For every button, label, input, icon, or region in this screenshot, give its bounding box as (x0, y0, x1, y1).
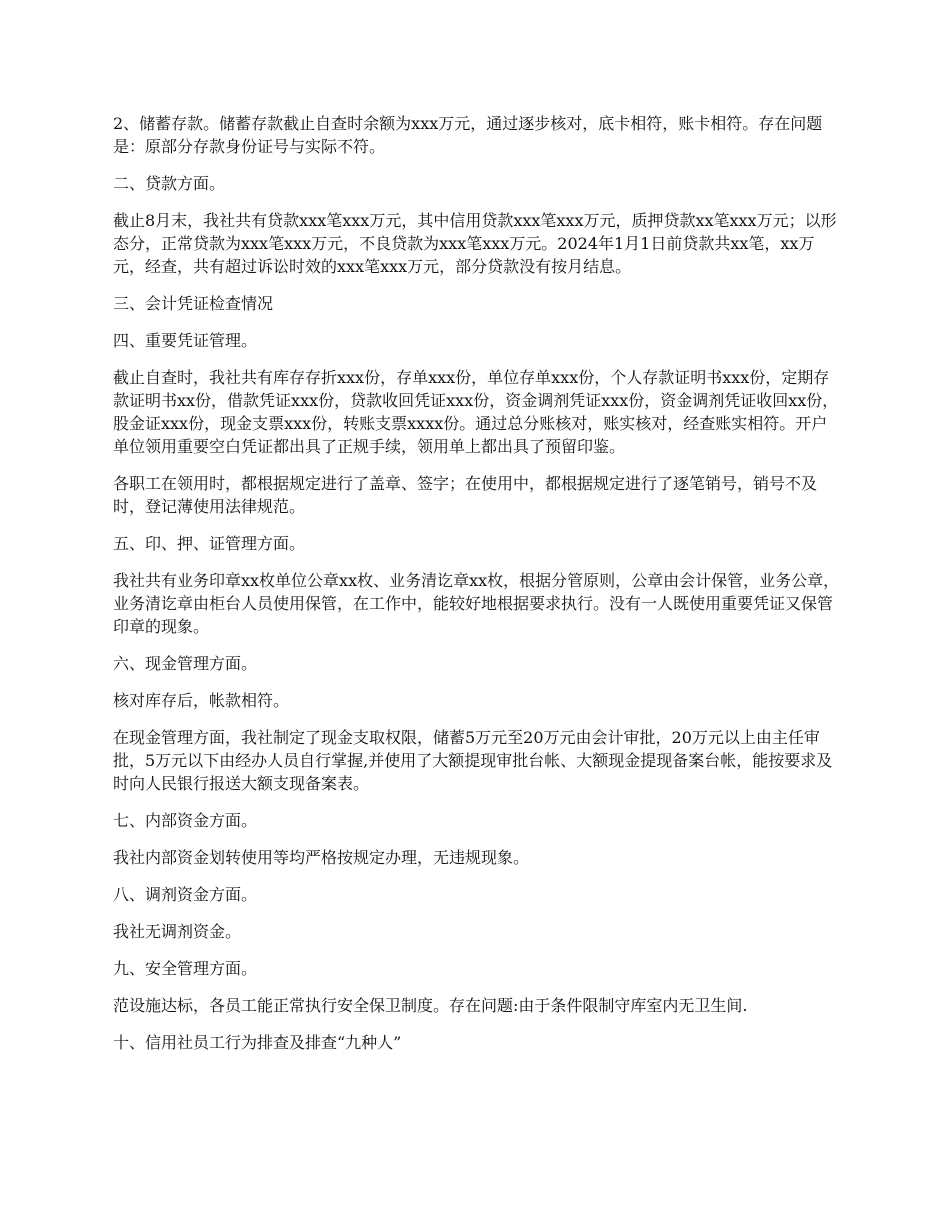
paragraph-cash-management: 在现金管理方面，我社制定了现金支取权限，储蓄5万元至20万元由会计审批，20万元以上由主任审批，5万元以下由经办人员自行掌握,并使用了大额提现审批台帐、大额现金提现备案台帐，能按要求及时向人民银行报送大额支现备案表。 (113, 728, 833, 793)
paragraph-important-vouchers: 截止自查时，我社共有库存存折xxx份，存单xxx份，单位存单xxx份，个人存款证明书xxx份，定期存款证明书xx份，借款凭证xxx份，贷款收回凭证xxx份，资金调剂凭证xxx份，资金调剂凭证收回xx份，股金证xxx份，现金支票xxx份，转账支票xxxx份。通过总分账核对，账实核对，经查账实相符。开户单位领用重要空白凭证都出具了正规手续，领用单上都出具了预留印鉴。 (113, 368, 839, 456)
paragraph-cash-check: 核对库存后，帐款相符。 (113, 691, 290, 710)
heading-accounting-vouchers: 三、会计凭证检查情况 (113, 294, 274, 313)
heading-internal-funds: 七、内部资金方面。 (113, 811, 258, 830)
paragraph-internal-funds: 我社内部资金划转使用等均严格按规定办理，无违规现象。 (113, 848, 530, 867)
heading-adjustment-funds: 八、调剂资金方面。 (113, 885, 258, 904)
paragraph-seals: 我社共有业务印章xx枚单位公章xx枚、业务清讫章xx枚，根据分管原则，公章由会计保管，业务公章，业务清讫章由柜台人员使用保管，在工作中，能较好地根据要求执行。没有一人既使用重要凭证又保管印章的现象。 (113, 571, 840, 636)
heading-security: 九、安全管理方面。 (113, 959, 258, 978)
document-body (113, 112, 841, 1068)
paragraph-voucher-usage: 各职工在领用时，都根据规定进行了盖章、签字；在使用中，都根据规定进行了逐笔销号，销号不及时，登记薄使用法律规范。 (113, 474, 818, 516)
heading-seals: 五、印、押、证管理方面。 (113, 534, 306, 553)
paragraph-savings-deposit: 2、储蓄存款。储蓄存款截止自查时余额为xxx万元，通过逐步核对，底卡相符，账卡相符。存在问题是：原部分存款身份证号与实际不符。 (113, 114, 823, 156)
paragraph-security: 范设施达标，各员工能正常执行安全保卫制度。存在问题:由于条件限制守库室内无卫生间. (113, 996, 748, 1015)
heading-staff-behavior: 十、信用社员工行为排查及排查“九种人” (113, 1033, 402, 1052)
paragraph-adjustment-funds: 我社无调剂资金。 (113, 922, 242, 941)
paragraph-loans: 截止8月末，我社共有贷款xxx笔xxx万元，其中信用贷款xxx笔xxx万元，质押贷款xx笔xxx万元；以形态分，正常贷款为xxx笔xxx万元，不良贷款为xxx笔xxx万元。2024年1月1日前贷款共xx笔，xx万元，经查，共有超过诉讼时效的xxx笔xxx万元，部分贷款没有按月结息。 (113, 211, 837, 276)
heading-important-vouchers: 四、重要凭证管理。 (113, 331, 258, 350)
heading-loans: 二、贷款方面。 (113, 174, 226, 193)
heading-cash-management: 六、现金管理方面。 (113, 654, 258, 673)
